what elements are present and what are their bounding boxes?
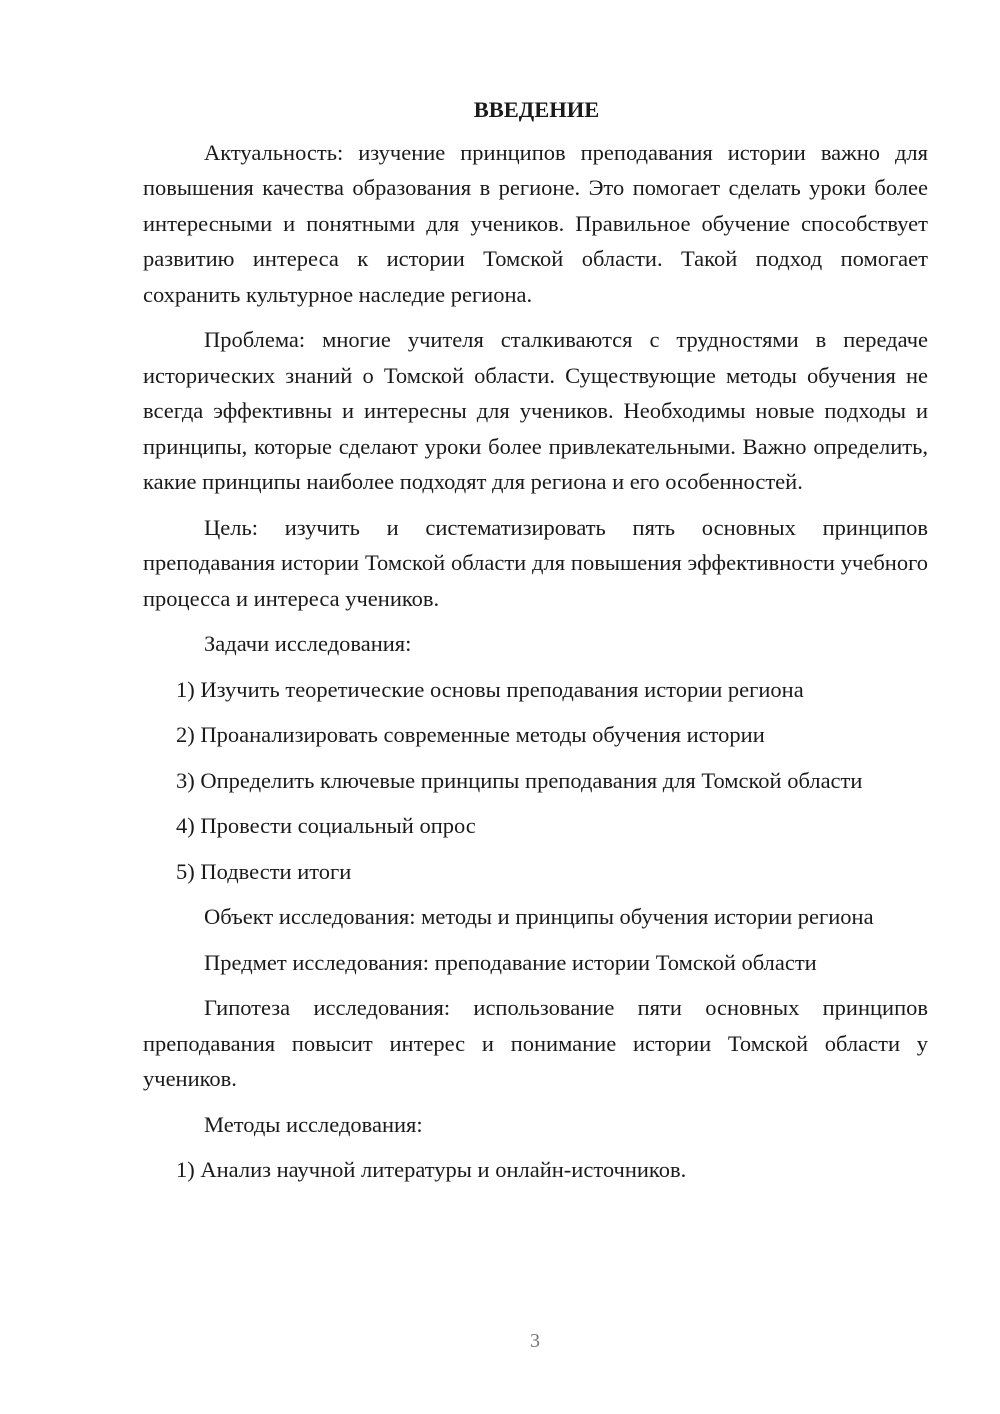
- method-item: 1) Анализ научной литературы и онлайн-источников.: [176, 1157, 687, 1182]
- relevance-paragraph: Актуальность: изучение принципов преподавания истории важно для повышения качества образования в регионе. Это помогает сделать уроки более интересными и понятными для учеников. Правильное обучение способствует развитию интереса к истории Томской области. Такой подход помогает сохранить культурное наследие региона.: [143, 139, 928, 307]
- problem-paragraph: Проблема: многие учителя сталкиваются с трудностями в передаче исторических знаний о Томской области. Существующие методы обучения не всегда эффективны и интересны для учеников. Необходимы новые подходы и принципы, которые сделают уроки более привлекательными. Важно определить, какие принципы наиболее подходят для региона и его особенностей.: [143, 327, 928, 494]
- hypothesis-paragraph: Гипотеза исследования: использование пяти основных принципов преподавания повысит интерес и понимание истории Томской области у учеников.: [143, 995, 928, 1091]
- subject-paragraph: Предмет исследования: преподавание истории Томской области: [204, 949, 817, 975]
- methods-heading: Методы исследования:: [204, 1111, 423, 1137]
- task-item: 3) Определить ключевые принципы преподавания для Томской области: [176, 767, 863, 793]
- goal-paragraph: Цель: изучить и систематизировать пять основных принципов преподавания истории Томской области для повышения эффективности учебного процесса и интереса учеников.: [143, 514, 928, 611]
- task-item: 1) Изучить теоретические основы преподавания истории региона: [176, 676, 804, 702]
- tasks-heading: Задачи исследования:: [204, 631, 412, 656]
- task-item: 4) Провести социальный опрос: [176, 813, 476, 838]
- document-page: [143, 92, 928, 1188]
- object-paragraph: Объект исследования: методы и принципы обучения истории региона: [204, 904, 874, 929]
- task-item: 5) Подвести итоги: [176, 858, 352, 884]
- task-item: 2) Проанализировать современные методы обучения истории: [176, 722, 765, 747]
- page-number: 3: [530, 1330, 540, 1352]
- section-title: ВВЕДЕНИЕ: [473, 97, 600, 122]
